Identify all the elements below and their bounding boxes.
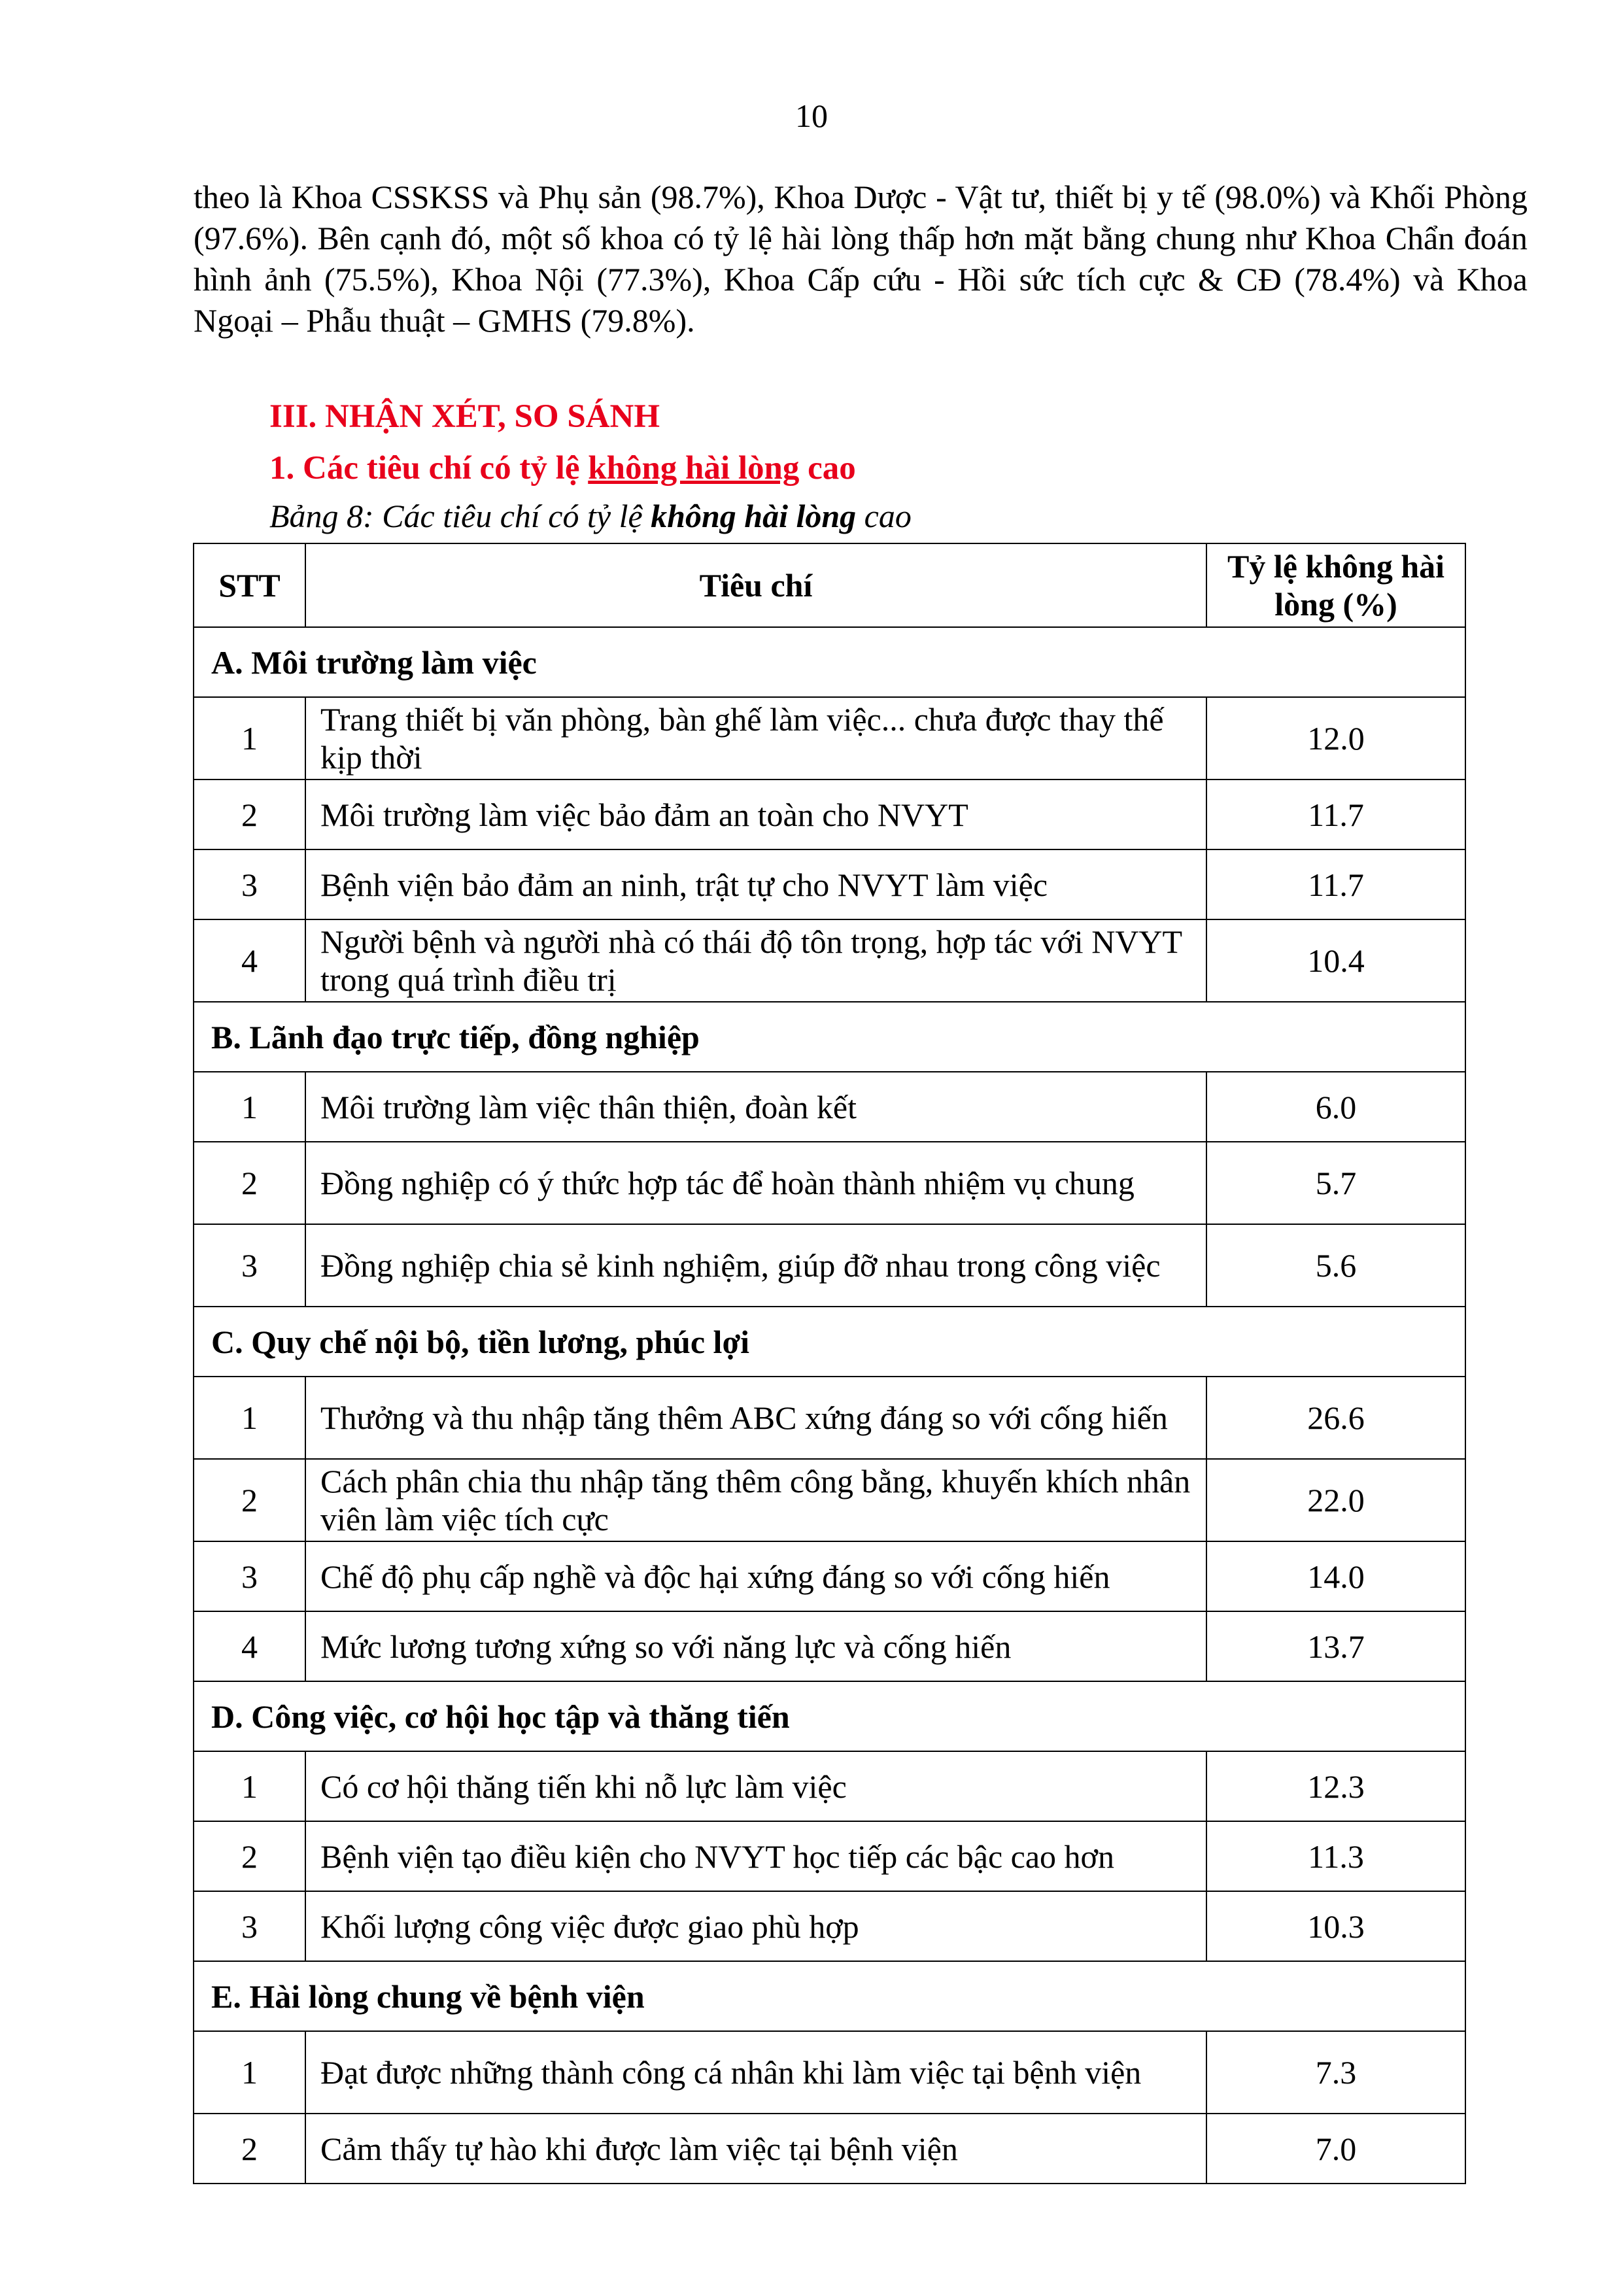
group-title: C. Quy chế nội bộ, tiền lương, phúc lợi <box>194 1307 1465 1377</box>
row-stt: 2 <box>194 1821 305 1891</box>
row-stt: 4 <box>194 919 305 1002</box>
subheading-suffix: cao <box>799 450 856 487</box>
table-row <box>194 1751 1465 1821</box>
table-row <box>194 2031 1465 2114</box>
row-rate: 5.6 <box>1206 1224 1465 1307</box>
table-row <box>194 1142 1465 1224</box>
page-number: 10 <box>795 97 828 134</box>
row-rate: 11.3 <box>1206 1821 1465 1891</box>
table-row <box>194 2114 1465 2184</box>
row-stt: 2 <box>194 780 305 849</box>
table-body <box>194 627 1465 2184</box>
row-rate: 11.7 <box>1206 780 1465 849</box>
group-title: A. Môi trường làm việc <box>194 627 1465 697</box>
table-row <box>194 1891 1465 1961</box>
table-row <box>194 1541 1465 1611</box>
table-group-row <box>194 1681 1465 1751</box>
row-stt: 1 <box>194 697 305 780</box>
row-rate: 22.0 <box>1206 1459 1465 1541</box>
table-row <box>194 1377 1465 1459</box>
row-rate: 26.6 <box>1206 1377 1465 1459</box>
subheading-emphasis: không hài lòng <box>588 450 800 487</box>
row-rate: 5.7 <box>1206 1142 1465 1224</box>
table-caption <box>269 497 912 535</box>
row-criteria: Mức lương tương xứng so với năng lực và cống hiến <box>305 1611 1206 1681</box>
row-stt: 1 <box>194 1377 305 1459</box>
row-criteria: Trang thiết bị văn phòng, bàn ghế làm việc... chưa được thay thế kịp thời <box>305 697 1206 780</box>
row-stt: 3 <box>194 1541 305 1611</box>
row-criteria: Môi trường làm việc thân thiện, đoàn kết <box>305 1072 1206 1142</box>
group-title: B. Lãnh đạo trực tiếp, đồng nghiệp <box>194 1002 1465 1072</box>
intro-paragraph: theo là Khoa CSSKSS và Phụ sản (98.7%), Khoa Dược - Vật tư, thiết bị y tế (98.0%) và Khối Phòng (97.6%). Bên cạnh đó, một số khoa có tỷ lệ hài lòng thấp hơn mặt bằng chung như Khoa Chẩn đoán hình ảnh (75.5%), Khoa Nội (77.3%), Khoa Cấp cứu - Hồi sức tích cực & CĐ (78.4%) và Khoa Ngoại – Phẫu thuật – GMHS (79.8%). <box>194 179 1528 339</box>
header-rate: Tỷ lệ không hài lòng (%) <box>1206 543 1465 627</box>
section-heading: III. NHẬN XÉT, SO SÁNH <box>269 398 660 435</box>
group-title: E. Hài lòng chung về bệnh viện <box>194 1961 1465 2031</box>
row-stt: 2 <box>194 2114 305 2184</box>
row-criteria: Có cơ hội thăng tiến khi nỗ lực làm việc <box>305 1751 1206 1821</box>
row-rate: 12.0 <box>1206 697 1465 780</box>
subheading <box>269 449 856 487</box>
row-rate: 14.0 <box>1206 1541 1465 1611</box>
caption-prefix: Bảng 8: Các tiêu chí có tỷ lệ <box>269 498 651 534</box>
header-stt: STT <box>194 543 305 627</box>
table-group-row <box>194 1002 1465 1072</box>
criteria-table <box>193 543 1466 2184</box>
row-criteria: Đồng nghiệp chia sẻ kinh nghiệm, giúp đỡ nhau trong công việc <box>305 1224 1206 1307</box>
row-stt: 4 <box>194 1611 305 1681</box>
table-header-row <box>194 543 1465 627</box>
row-rate: 10.3 <box>1206 1891 1465 1961</box>
row-criteria: Đạt được những thành công cá nhân khi làm việc tại bệnh viện <box>305 2031 1206 2114</box>
row-stt: 1 <box>194 2031 305 2114</box>
row-stt: 3 <box>194 1224 305 1307</box>
row-stt: 3 <box>194 849 305 919</box>
row-criteria: Môi trường làm việc bảo đảm an toàn cho NVYT <box>305 780 1206 849</box>
table-row <box>194 919 1465 1002</box>
table-group-row <box>194 1307 1465 1377</box>
table-row <box>194 1611 1465 1681</box>
row-criteria: Chế độ phụ cấp nghề và độc hại xứng đáng so với cống hiến <box>305 1541 1206 1611</box>
row-criteria: Cảm thấy tự hào khi được làm việc tại bệnh viện <box>305 2114 1206 2184</box>
row-criteria: Bệnh viện bảo đảm an ninh, trật tự cho NVYT làm việc <box>305 849 1206 919</box>
subheading-prefix: 1. Các tiêu chí có tỷ lệ <box>269 450 589 487</box>
table-row <box>194 780 1465 849</box>
row-criteria: Đồng nghiệp có ý thức hợp tác để hoàn thành nhiệm vụ chung <box>305 1142 1206 1224</box>
row-rate: 6.0 <box>1206 1072 1465 1142</box>
table-group-row <box>194 627 1465 697</box>
row-criteria: Cách phân chia thu nhập tăng thêm công bằng, khuyến khích nhân viên làm việc tích cực <box>305 1459 1206 1541</box>
table-row <box>194 1224 1465 1307</box>
row-rate: 7.3 <box>1206 2031 1465 2114</box>
header-criteria: Tiêu chí <box>305 543 1206 627</box>
row-rate: 11.7 <box>1206 849 1465 919</box>
caption-suffix: cao <box>856 498 912 534</box>
row-stt: 1 <box>194 1072 305 1142</box>
row-criteria: Khối lượng công việc được giao phù hợp <box>305 1891 1206 1961</box>
row-criteria: Người bệnh và người nhà có thái độ tôn trọng, hợp tác với NVYT trong quá trình điều trị <box>305 919 1206 1002</box>
row-stt: 2 <box>194 1142 305 1224</box>
row-criteria: Thưởng và thu nhập tăng thêm ABC xứng đáng so với cống hiến <box>305 1377 1206 1459</box>
row-rate: 7.0 <box>1206 2114 1465 2184</box>
table-row <box>194 697 1465 780</box>
row-criteria: Bệnh viện tạo điều kiện cho NVYT học tiếp các bậc cao hơn <box>305 1821 1206 1891</box>
row-stt: 3 <box>194 1891 305 1961</box>
table-row <box>194 849 1465 919</box>
row-rate: 10.4 <box>1206 919 1465 1002</box>
table-group-row <box>194 1961 1465 2031</box>
group-title: D. Công việc, cơ hội học tập và thăng tiến <box>194 1681 1465 1751</box>
table-row <box>194 1821 1465 1891</box>
table-row <box>194 1459 1465 1541</box>
row-rate: 13.7 <box>1206 1611 1465 1681</box>
caption-emphasis: không hài lòng <box>651 498 857 534</box>
table-row <box>194 1072 1465 1142</box>
row-stt: 2 <box>194 1459 305 1541</box>
row-stt: 1 <box>194 1751 305 1821</box>
row-rate: 12.3 <box>1206 1751 1465 1821</box>
